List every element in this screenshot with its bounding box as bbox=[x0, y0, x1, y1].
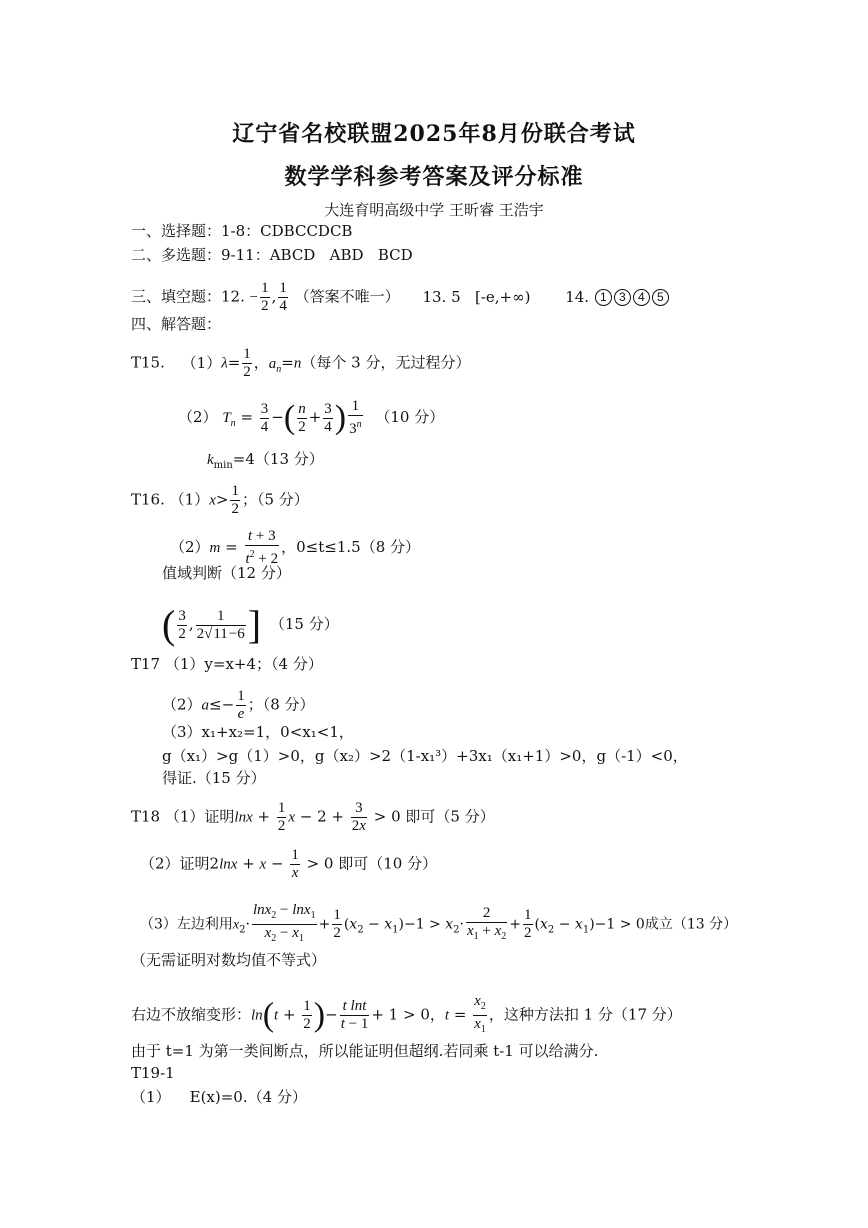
fraction: $\frac{x_2}{x_1}$ bbox=[474, 993, 486, 1035]
fraction: $\frac{1}{4}$ bbox=[279, 280, 287, 314]
t15-part2: （2） $T_n$ = $\frac{3}{4}$ −( $\frac{n}{2}$ + $\frac{3}{4}$ ) $\frac{1}{3^n}$ （10 分） bbox=[178, 398, 445, 437]
t16-range-judge: 值域判断（12 分） bbox=[162, 564, 291, 582]
t18-closing: 由于 t=1 为第一类间断点，所以能证明但超纲.若同乘 t-1 可以给满分. bbox=[131, 1042, 599, 1060]
fraction: $\frac{n}{2}$ bbox=[298, 400, 306, 435]
t16-part1-score: ；（5 分） bbox=[241, 490, 309, 509]
circled-number: 5 bbox=[652, 289, 669, 306]
t15-kmin: $k_{min}=4(13$ 分） bbox=[207, 450, 324, 471]
t16-final: ( $\frac{3}{2}$ , $\frac{1}{2√11-6}$ ] （15 分） bbox=[162, 602, 339, 647]
t18-right-prefix: 右边不放缩变形： bbox=[131, 1005, 252, 1024]
t18-right-suffix: ，这种方法扣 1 分（17 分） bbox=[488, 1005, 682, 1024]
t18-note: （无需证明对数均值不等式） bbox=[131, 951, 327, 969]
fraction: $\frac{3}{4}$ bbox=[324, 400, 332, 435]
fill-label: 三、填空题：12. bbox=[131, 287, 245, 306]
fraction: $\frac{1}{x}$ bbox=[291, 847, 299, 881]
fraction: $\frac{\ln x_2 - \ln x_1}{x_2 - x_1}$ bbox=[252, 902, 316, 944]
page-subtitle: 数学学科参考答案及评分标准 bbox=[284, 164, 584, 190]
t15-label: T15. bbox=[131, 353, 165, 372]
t17-part2-score: ；（8 分） bbox=[247, 695, 315, 714]
fraction: $\frac{1}{3^n}$ bbox=[349, 398, 362, 437]
t18-part2-suffix: 即可（10 分） bbox=[338, 854, 438, 873]
t18-right: 右边不放缩变形：ln(t + $\frac{1}{2}$ )− $\frac{\text{t lnt}}{t - 1}$ + 1 > 0，t = $\frac{x_2}{x_1}$ ，这种方法扣 1 分（17 分） bbox=[131, 993, 682, 1038]
t19-part1: （1） E(x)=0.（4 分） bbox=[131, 1088, 307, 1106]
fraction: $\frac{t + 3}{t^2 + 2}$ bbox=[245, 528, 279, 567]
t18-part1-prefix: （1）证明 bbox=[164, 807, 235, 826]
fraction: $\frac{1}{2}$ bbox=[303, 998, 311, 1032]
t15-part2-score: （10 分） bbox=[375, 408, 445, 426]
fill-13: 13. 5 [-e,+∞) bbox=[422, 287, 531, 306]
t18-part2-prefix: （2）证明 bbox=[140, 854, 210, 873]
fraction: $\frac{1}{2}$ bbox=[524, 907, 532, 941]
authors: 大连育明高级中学 王昕睿 王浩宇 bbox=[324, 201, 544, 219]
fraction: $\frac{2}{x_1 + x_2}$ bbox=[466, 904, 507, 942]
t18-label: T18 bbox=[131, 807, 161, 826]
t18-part3: （3）左边利用$x_2\cdot$ $\frac{\ln x_2 - \ln x_1}{x_2 - x_1}$ + $\frac{1}{2}$ $(x_2 - x_1)-1 > x_2\cdot$ $\frac{2}{x_1 + x_2}$ + $\frac{1}{2}$ $(x_2 - x_1)-1 > 0$成立（13 分） bbox=[140, 902, 737, 947]
t16-label: T16. bbox=[131, 490, 165, 509]
fraction: $\frac{1}{e}$ bbox=[237, 688, 245, 722]
fill-14: 14. bbox=[565, 287, 590, 306]
t15-part1: T15. （1）λ= $\frac{1}{2}$ ，$a_n=n$（每个 3 分，无过程分） bbox=[131, 346, 471, 380]
t17-part3-line2: g（x₁）>g（1）>0，g（x₂）>2（1-x₁³）+3x₁（x₁+1）>0，g（-1）<0， bbox=[162, 747, 688, 765]
t17-part1 bbox=[131, 654, 323, 674]
t17-part2: （2）a≤− $\frac{1}{e}$ ；（8 分） bbox=[162, 688, 315, 722]
t17-part1-text: （1）y=x+4；（4 分） bbox=[164, 655, 323, 673]
fraction: $\frac{1}{2}$ bbox=[243, 346, 251, 380]
fraction: $\frac{1}{2}$ bbox=[261, 280, 269, 314]
section-choice: 一、选择题：1-8：CDBCCDCB bbox=[131, 222, 353, 240]
fraction: $\frac{1}{2}$ bbox=[333, 907, 341, 941]
t15-kmin-value: =4（13 分） bbox=[232, 450, 324, 468]
fraction: $\frac{\text{t lnt}}{t - 1}$ bbox=[340, 998, 369, 1032]
t18-part2: （2）证明2lnx + x − $\frac{1}{x}$ > 0 即可（10 分） bbox=[140, 847, 438, 881]
t16-final-score: （15 分） bbox=[269, 615, 339, 633]
t16-part2-range: ，0≤t≤1.5（8 分） bbox=[281, 538, 421, 556]
circled-number: 3 bbox=[614, 289, 631, 306]
t15-part1-note: （每个 3 分，无过程分） bbox=[301, 353, 471, 372]
fraction: $\frac{3}{2x}$ bbox=[351, 800, 366, 834]
t17-part3-line3: 得证.（15 分） bbox=[162, 769, 266, 787]
t16-part1: T16. （1）x> $\frac{1}{2}$ ；（5 分） bbox=[131, 483, 309, 517]
t17-label: T17 bbox=[131, 655, 161, 673]
section-multi: 二、多选题：9-11：ABCD ABD BCD bbox=[131, 246, 413, 264]
circled-number: 4 bbox=[633, 289, 650, 306]
fraction: $\frac{1}{2}$ bbox=[231, 483, 239, 517]
section-fill: 三、填空题：12. − $\frac{1}{2}$ , $\frac{1}{4}$ （答案不唯一） 13. 5 [-e,+∞) 14. 1 3 4 5 bbox=[131, 280, 670, 315]
fill-note: （答案不唯一） bbox=[294, 287, 400, 306]
t19-label: T19-1 bbox=[131, 1064, 175, 1082]
section-solve: 四、解答题： bbox=[131, 315, 222, 333]
fraction: $\frac{3}{4}$ bbox=[260, 400, 269, 435]
t16-part2: （2）m = $\frac{t + 3}{t^2 + 2}$ ，0≤t≤1.5（8 分） bbox=[170, 528, 421, 567]
t17-part3: （3）x₁+x₂=1，0<x₁<1， bbox=[162, 723, 354, 741]
t18-part3-suffix: 成立（13 分） bbox=[644, 916, 738, 933]
circled-number: 1 bbox=[595, 289, 612, 306]
fraction: $\frac{3}{2}$ bbox=[178, 607, 186, 642]
fraction: $\frac{1}{2}$ bbox=[277, 800, 286, 834]
t18-part1: T18 （1）证明lnx + $\frac{1}{2}$ x − 2 + $\frac{3}{2x}$ > 0 即可（5 分） bbox=[131, 800, 495, 834]
t18-part3-prefix: （3）左边利用 bbox=[140, 916, 233, 933]
t18-part1-suffix: 即可（5 分） bbox=[405, 807, 495, 826]
page-title: 辽宁省名校联盟2025年8月份联合考试 bbox=[232, 121, 636, 147]
fraction: $\frac{1}{2√11-6}$ bbox=[196, 607, 245, 642]
